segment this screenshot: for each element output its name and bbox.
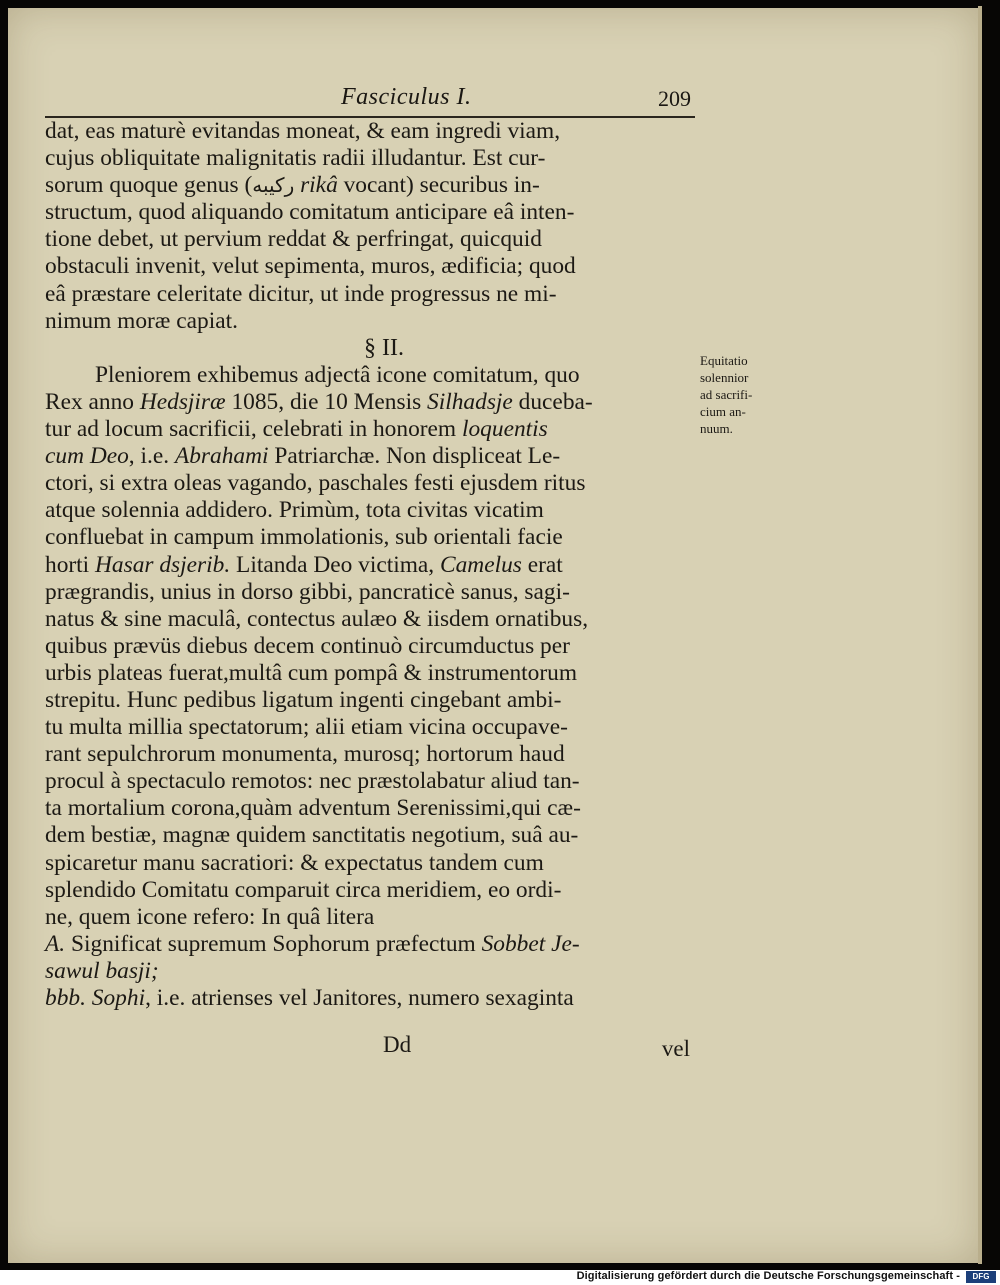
- dfg-logo: DFG: [966, 1271, 996, 1283]
- italic-run: Hedsjiræ: [139, 388, 226, 415]
- italic-run: Sophi: [85, 985, 146, 1011]
- running-head-title: Fasciculus I.: [341, 84, 472, 110]
- item-label: A.: [45, 930, 66, 957]
- signature-mark: Dd: [383, 1032, 412, 1057]
- catch-line: [45, 1032, 690, 1062]
- text-line: rant sepulchrorum monumenta, murosq; hortorum haud: [45, 741, 565, 768]
- text-run: horti: [45, 551, 96, 578]
- italic-run: sawul basji;: [45, 957, 159, 984]
- list-item-a: [45, 931, 693, 958]
- body-text: [45, 118, 693, 1012]
- text-line: procul à spectaculo remotos: nec præstolabatur aliud tan-: [45, 768, 580, 795]
- text-run: , i.e.: [128, 443, 175, 470]
- text-line: cujus obliquitate malignitatis radii illudantur. Est cur-: [45, 145, 546, 172]
- footer-bar: [0, 1270, 1000, 1285]
- text-line: natus & sine maculâ, contectus aulæo & iisdem ornatibus,: [45, 605, 589, 632]
- catchword: vel: [661, 1036, 690, 1061]
- text-line: [45, 552, 693, 579]
- text-run: Rex anno: [45, 388, 140, 415]
- text-line: splendido Comitatu comparuit circa meridiem, eo ordi-: [45, 876, 562, 903]
- text-line: ta mortalium corona,quàm adventum Serenissimi,qui cæ-: [45, 795, 581, 822]
- italic-run: Sobbet Je-: [481, 930, 580, 957]
- arabic-word: ركيبه: [252, 173, 295, 198]
- list-item-a-cont: [45, 958, 693, 985]
- text-line: [45, 443, 693, 470]
- italic-run: cum Deo: [45, 443, 129, 470]
- text-line: tione debet, ut pervium reddat & perfringat, quicquid: [45, 226, 542, 253]
- text-line: ne, quem icone refero: In quâ litera: [45, 903, 375, 930]
- italic-run: rikâ: [294, 172, 338, 199]
- funding-credit: Digitalisierung gefördert durch die Deutsche Forschungsgemeinschaft -: [576, 1270, 960, 1282]
- text-run: , i.e. atrienses vel Janitores, numero sexaginta: [145, 985, 574, 1011]
- marginal-line: solennior: [700, 370, 749, 385]
- text-run: erat: [521, 551, 563, 578]
- text-run: 1085, die 10 Mensis: [225, 388, 428, 415]
- text-line: strepitu. Hunc pedibus ligatum ingenti cingebant ambi-: [45, 686, 562, 713]
- item-label: bbb.: [45, 985, 86, 1011]
- text-line: [45, 416, 693, 443]
- text-line: obstaculi invenit, velut sepimenta, muros, ædificia; quod: [45, 253, 576, 280]
- text-line: [45, 172, 693, 199]
- text-run: Significat supremum Sophorum præfectum: [65, 930, 482, 957]
- italic-run: Hasar dsjerib.: [95, 551, 231, 578]
- page-edge: [978, 6, 982, 1264]
- list-item-bbb: [45, 985, 693, 1012]
- text-run: Patriarchæ. Non displiceat Le-: [268, 443, 561, 470]
- marginal-line: cium an-: [700, 404, 746, 419]
- text-line: spicaretur manu sacratiori: & expectatus tandem cum: [45, 849, 544, 876]
- text-line: atque solennia addidero. Primùm, tota civitas vicatim: [45, 497, 544, 524]
- text-run: vocant) securibus in-: [337, 172, 540, 199]
- marginal-line: Equitatio: [700, 353, 748, 368]
- page-number: 209: [658, 86, 691, 111]
- italic-run: Abrahami: [174, 443, 269, 470]
- marginal-line: ad sacrifi-: [700, 387, 753, 402]
- italic-run: loquentis: [461, 416, 548, 443]
- text-line: dem bestiæ, magnæ quidem sanctitatis negotium, suâ au-: [45, 822, 579, 849]
- italic-run: Camelus: [440, 551, 522, 578]
- text-line: ctori, si extra oleas vagando, paschales festi ejusdem ritus: [45, 470, 586, 497]
- text-line: nimum moræ capiat.: [45, 307, 238, 334]
- text-run: duceba-: [512, 388, 593, 415]
- text-run: Litanda Deo victima,: [230, 551, 440, 578]
- marginal-note: [700, 352, 790, 437]
- marginal-line: nuum.: [700, 421, 733, 436]
- text-line: confluebat in campum immolationis, sub orientali facie: [45, 524, 563, 551]
- text-line: eâ præstare celeritate dicitur, ut inde progressus ne mi-: [45, 280, 557, 307]
- italic-run: Silhadsje: [427, 388, 513, 415]
- text-run: tur ad locum sacrificii, celebrati in honorem: [45, 416, 462, 443]
- text-run: sorum quoque genus (: [45, 172, 253, 199]
- section-heading: § II.: [364, 334, 404, 361]
- text-line: tu multa millia spectatorum; alii etiam vicina occupave-: [45, 714, 568, 741]
- text-line: dat, eas maturè evitandas moneat, & eam ingredi viam,: [45, 118, 561, 144]
- text-line: urbis plateas fuerat,multâ cum pompâ & instrumentorum: [45, 659, 578, 686]
- text-line: quibus prævüs diebus decem continuò circumductus per: [45, 632, 570, 659]
- text-line: [45, 389, 693, 416]
- running-header: [45, 84, 693, 118]
- text-line: structum, quod aliquando comitatum anticipare eâ inten-: [45, 199, 575, 226]
- text-line: Pleniorem exhibemus adjectâ icone comitatum, quo: [95, 361, 580, 388]
- text-line: prægrandis, unius in dorso gibbi, pancraticè sanus, sagi-: [45, 578, 570, 605]
